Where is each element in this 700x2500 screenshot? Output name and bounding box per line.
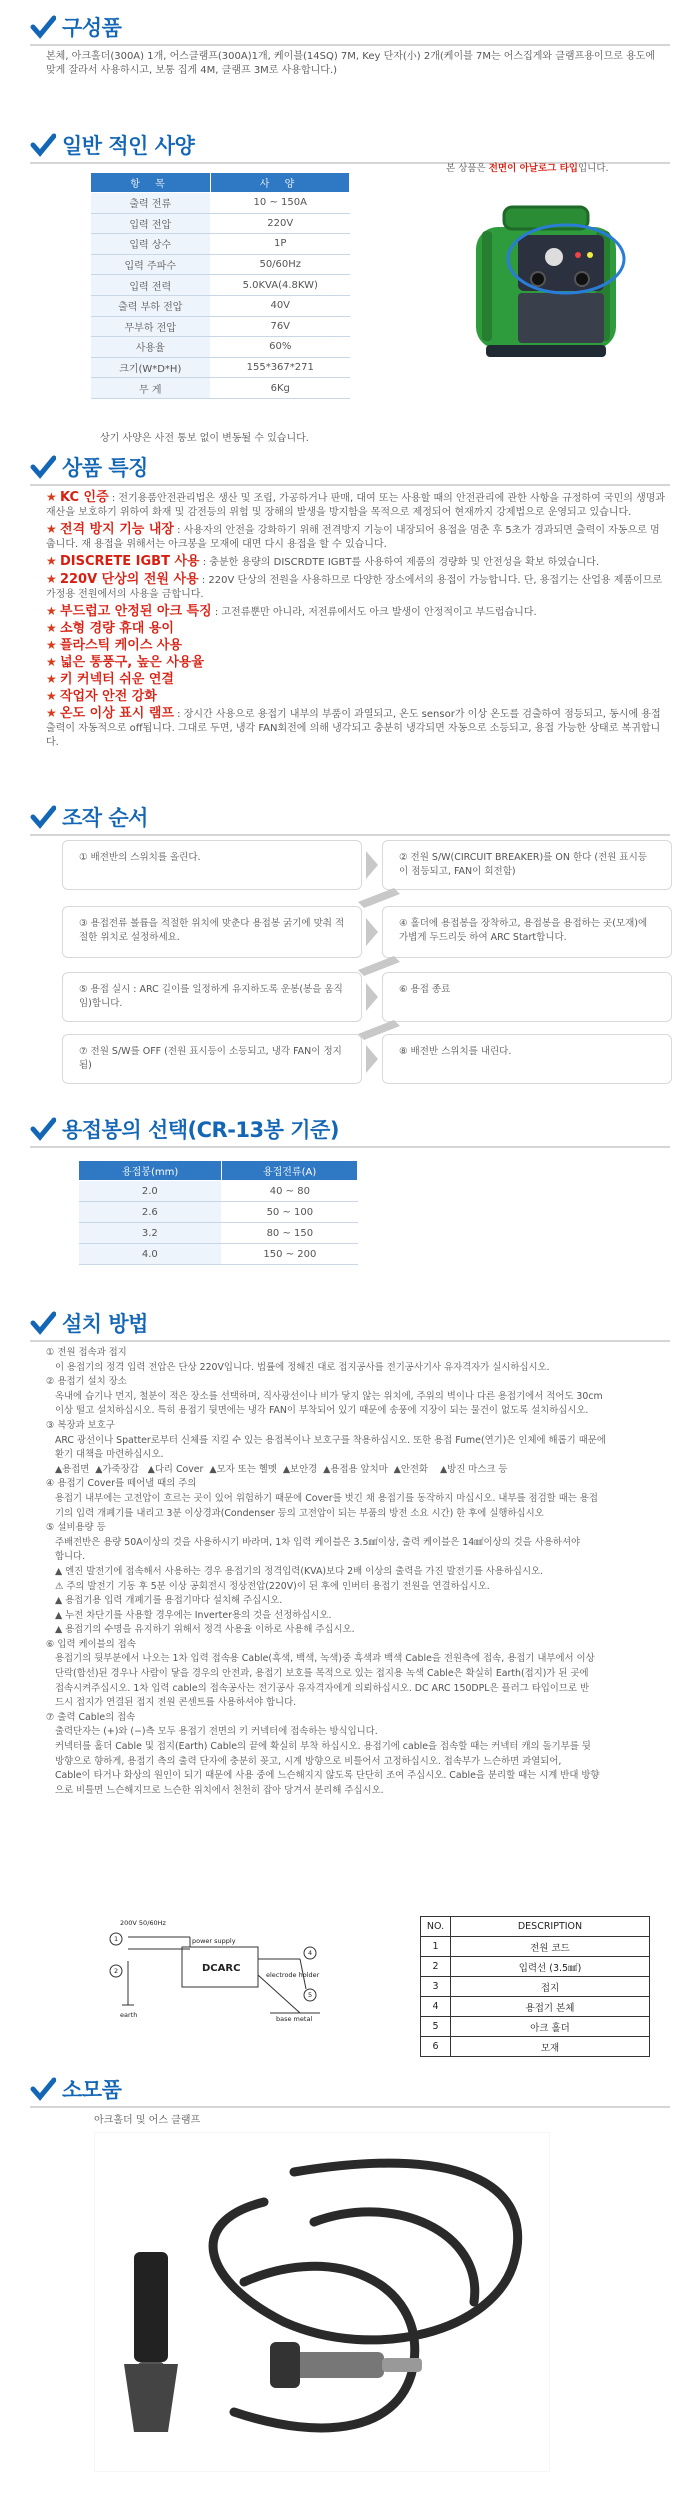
spec-table	[90, 172, 350, 399]
table-row	[91, 254, 350, 275]
section-title: 일반 적인 사양	[62, 134, 195, 158]
feature-item	[46, 572, 666, 602]
spec-value: 6Kg	[211, 378, 350, 399]
step-box: ④ 홀더에 용접봉을 장착하고, 용접봉을 용접하는 곳(모재)에 가볍게 두드리듯 하여 ARC Start합니다.	[382, 906, 672, 958]
step-box: ⑦ 전원 S/W를 OFF (전원 표시등이 소등되고, 냉각 FAN이 정지됨)	[62, 1034, 362, 1084]
install-line: 이상 떨고 설치하십시오. 특히 용접기 뒷면에는 냉각 FAN이 부착되어 있기 때문에 송풍에 지장이 되는 물건이 없도록 설치하십시오.	[46, 1405, 589, 1417]
feature-text: : 장시간 사용으로 용접기 내부의 부품이 과열되고, 온도 sensor가 이상 온도를 검출하여 점등되고, 동시에 용접출력이 자동적으로 off됩니다. 그대로 두면, 냉각 FAN회전에 의해 냉각되고 충분히 냉각되면 자동으로 소등되고, 용접 가능한 상태로 복귀합니다.	[46, 709, 661, 748]
star-icon: ★	[46, 490, 57, 504]
table-row	[421, 1957, 650, 1977]
desc-text: 모재	[451, 2037, 650, 2057]
install-line: 환기 대책을 마련하십시오.	[46, 1449, 164, 1461]
arrow-right-icon	[366, 918, 378, 946]
install-line: 접속시켜주십시오. 1차 입력 cable의 접속공사는 전기공사 유자격자에게 의뢰하십시오. DC ARC 150DPL은 플러그 타입이므로 반	[46, 1682, 590, 1694]
install-line: ① 전원 접속과 접지	[46, 1347, 127, 1358]
feature-item	[46, 522, 666, 552]
install-line: 이 용접기의 정격 입력 전압은 단상 220V입니다. 법률에 정해진 대로 접지공사를 전기공사기사 유자격자가 실시하십시오.	[46, 1361, 550, 1373]
check-icon	[30, 1310, 56, 1336]
install-line: ⚠ 주의 발전기 기동 후 5분 이상 공회전시 정상전압(220V)이 된 후에 인버터 용접기 전원을 연결하십시오.	[46, 1580, 490, 1592]
diagram-label-switch: power supply	[192, 1937, 236, 1945]
feature-keyword: 전격 방지 기능 내장	[59, 522, 174, 537]
table-header: 항 목	[91, 173, 211, 193]
install-line: ▲용접면 ▲가죽장갑 ▲다리 Cover ▲모자 또는 헬멧 ▲보안경 ▲용접용 앞치마 ▲안전화 ▲방진 마스크 등	[46, 1463, 508, 1475]
spec-label: 입력 상수	[91, 234, 211, 255]
feature-text: : 전기용품안전관리법은 생산 및 조립, 가공하거나 판매, 대여 또는 사용할 때의 안전관리에 관한 사항을 규정하여 국민의 생명과 재산을 보호하기 위하여 화재 및 감전등의 위험 및 장해의 발생을 방지함을 목적으로 제정되어 현재까지 강제법으로 운영되고 있습니다.	[46, 493, 666, 518]
feature-item	[46, 655, 666, 671]
consumables-caption: 아크홀더 및 어스 클램프	[94, 2115, 201, 2126]
section-header-consumables	[30, 2074, 121, 2104]
install-line: 드시 접지가 연결된 접지 전원 콘센트를 사용하셔야 합니다.	[46, 1697, 297, 1709]
spec-value: 60%	[211, 337, 350, 358]
step-box: ⑤ 용접 실시 : ARC 길이를 일정하게 유지하도록 운봉(봉을 움직임)합니다.	[62, 972, 362, 1022]
feature-keyword: DISCRETE IGBT 사용	[59, 554, 200, 569]
check-icon	[30, 804, 56, 830]
install-line: 합니다.	[46, 1551, 86, 1563]
holder-clamp-image	[94, 2132, 550, 2472]
table-row	[79, 1181, 358, 1202]
rod-current: 50 ~ 100	[222, 1202, 358, 1223]
table-row	[79, 1223, 358, 1244]
arrow-right-icon	[366, 851, 378, 879]
arrow-right-icon	[366, 983, 378, 1011]
feature-item	[46, 689, 666, 705]
install-line: ▲ 엔진 발전기에 접속해서 사용하는 경우 용접기의 정격입력(KVA)보다 2배 이상의 출력을 가진 발전기를 사용하십시오.	[46, 1565, 544, 1577]
feature-item	[46, 672, 666, 688]
section-title: 조작 순서	[62, 806, 148, 830]
feature-text: : 충분한 용량의 DISCRDTE IGBT를 사용하여 제품의 경량화 및 안전성을 확보 하였습니다.	[199, 557, 600, 568]
feature-item	[46, 554, 666, 570]
star-icon: ★	[46, 604, 57, 618]
table-header: DESCRIPTION	[451, 1917, 650, 1937]
install-line: 커넥터를 홀더 Cable 및 접지(Earth) Cable의 끝에 확실히 부착 하십시오. 용접기에 cable을 접속할 때는 커넥터 캐의 돌기부를 뒷	[46, 1741, 591, 1753]
caption-prefix: 본 상품은	[446, 163, 489, 174]
install-text	[46, 1346, 676, 1798]
desc-number: 5	[421, 2017, 451, 2037]
feature-item	[46, 706, 666, 750]
arrow-down-left-icon	[350, 888, 400, 908]
check-icon	[30, 2076, 56, 2102]
step-box: ⑥ 용접 종료	[382, 972, 672, 1022]
table-row	[91, 213, 350, 234]
table-row	[421, 2037, 650, 2057]
table-header-row	[421, 1917, 650, 1937]
check-icon	[30, 132, 56, 158]
step-box: ③ 용접전류 볼륨을 적절한 위치에 맞춘다 용접봉 굵기에 맞춰 적절한 위치로 설정하세요.	[62, 906, 362, 958]
spec-value: 155*367*271	[211, 357, 350, 378]
description-table	[420, 1916, 650, 2057]
feature-keyword: 소형 경량 휴대 용이	[59, 621, 174, 636]
rod-current: 150 ~ 200	[222, 1244, 358, 1265]
install-line: ⑥ 입력 케이블의 접속	[46, 1638, 136, 1650]
caption-highlight: 전면이 아날로그 타입	[488, 163, 578, 174]
table-row	[91, 378, 350, 399]
table-header: NO.	[421, 1917, 451, 1937]
step-box: ⑧ 배전반 스위치를 내린다.	[382, 1034, 672, 1084]
section-header-rod	[30, 1114, 339, 1144]
caption-suffix: 입니다.	[577, 163, 609, 174]
star-icon: ★	[46, 621, 57, 635]
rod-current: 80 ~ 150	[222, 1223, 358, 1244]
section-header-spec	[30, 130, 194, 160]
table-row	[421, 1997, 650, 2017]
spec-value: 40V	[211, 295, 350, 316]
desc-number: 1	[421, 1937, 451, 1957]
welder-image	[446, 185, 646, 385]
rod-size: 4.0	[79, 1244, 222, 1265]
install-line: 용접기의 뒷부분에서 나오는 1차 입력 접속용 Cable(흑색, 백색, 녹색)중 흑색과 백색 Cable을 전원측에 접속, 용접기 내부에서 이상	[46, 1653, 595, 1665]
feature-text: : 고전류뿐만 아니라, 저전류에서도 아크 발생이 안정적이고 부드럽습니다.	[211, 607, 537, 618]
star-icon: ★	[46, 672, 57, 686]
diagram-label-earth: earth	[120, 2011, 138, 2019]
star-icon: ★	[46, 638, 57, 652]
spec-label: 출력 전류	[91, 193, 211, 214]
desc-text: 접지	[451, 1977, 650, 1997]
diagram-label-base: base metal	[276, 2015, 313, 2023]
svg-text:2: 2	[114, 1967, 119, 1975]
section-title: 소모품	[62, 2078, 122, 2102]
spec-label: 입력 전력	[91, 275, 211, 296]
feature-item	[46, 638, 666, 654]
table-row	[91, 193, 350, 214]
feature-item	[46, 621, 666, 637]
table-row	[421, 1977, 650, 1997]
table-row	[91, 295, 350, 316]
table-header-row	[91, 173, 350, 193]
feature-keyword: 키 커넥터 쉬운 연결	[59, 672, 174, 687]
install-line: 방향으로 향하게, 용접기 측의 출력 단자에 충분히 꽂고, 시계 방향으로 비틀어서 고정하십시오. 접속부가 느슨하면 과열되어,	[46, 1755, 562, 1767]
svg-text:5: 5	[308, 1991, 313, 1999]
spec-label: 무 게	[91, 378, 211, 399]
table-row	[91, 337, 350, 358]
section-title: 설치 방법	[62, 1312, 148, 1336]
star-icon: ★	[46, 689, 57, 703]
table-header: 용접전류(A)	[222, 1161, 358, 1181]
install-line: 단락(합선)된 경우나 사람이 닿을 경우의 안전과, 용접기 보호를 목적으로 있는 접지용 녹색 Cable은 확실히 Earth(접지)가 된 곳에	[46, 1668, 589, 1680]
feature-item	[46, 490, 666, 520]
table-row	[91, 316, 350, 337]
desc-text: 입력선 (3.5㎟)	[451, 1957, 650, 1977]
desc-text: 용접기 본체	[451, 1997, 650, 2017]
feature-keyword: 작업자 안전 강화	[59, 689, 157, 704]
diagram-label-unit: DCARC	[202, 1963, 241, 1974]
arrow-right-icon	[366, 1045, 378, 1073]
feature-text: : 사용자의 안전을 강화하기 위해 전격방지 기능이 내장되어 용접을 멈춘 후 5초가 경과되면 출력이 자동으로 멈춥니다. 재 용접을 위해서는 아크봉을 모재에 대면 다시 용접을 할 수 있습니다.	[46, 525, 660, 550]
check-icon	[30, 1116, 56, 1142]
table-row	[91, 275, 350, 296]
spec-label: 입력 전압	[91, 213, 211, 234]
composition-text: 본체, 아크홀더(300A) 1개, 어스클램프(300A)1개, 케이블(14SQ) 7M, Key 단자(小) 2개(케이블 7M는 어스집게와 클램프용이므로 용도에 맞게 잘라서 사용하시고, 보통 집게 4M, 클램프 3M로 사용합니다.)	[46, 51, 656, 76]
section-header-steps	[30, 802, 148, 832]
rod-size: 2.0	[79, 1181, 222, 1202]
spec-value: 10 ~ 150A	[211, 193, 350, 214]
install-line: ARC 광선이나 Spatter로부터 신체를 지킬 수 있는 용접복이나 보호구를 착용하십시오. 또한 용접 Fume(연기)은 인체에 해롭기 때문에	[46, 1434, 606, 1446]
spec-label: 무부하 전압	[91, 316, 211, 337]
table-header: 사 양	[211, 173, 350, 193]
table-row	[79, 1244, 358, 1265]
desc-number: 6	[421, 2037, 451, 2057]
rod-current: 40 ~ 80	[222, 1181, 358, 1202]
spec-note: 상기 사양은 사전 통보 없이 변동될 수 있습니다.	[100, 433, 309, 444]
spec-value: 220V	[211, 213, 350, 234]
table-row	[421, 2017, 650, 2037]
check-icon	[30, 454, 56, 480]
star-icon: ★	[46, 554, 57, 568]
install-line: ⑦ 출력 Cable의 접속	[46, 1711, 136, 1723]
divider	[30, 1146, 670, 1148]
feature-text: : 220V 단상의 전원을 사용하므로 다양한 장소에서의 용접이 가능합니다. 단, 용접기는 산업용 제품이므로 가정용 전원에서의 사용을 금합니다.	[46, 575, 663, 600]
wiring-diagram	[100, 1915, 340, 2025]
star-icon: ★	[46, 655, 57, 669]
desc-text: 아크 홀더	[451, 2017, 650, 2037]
svg-text:4: 4	[308, 1949, 313, 1957]
section-title: 구성품	[62, 16, 122, 40]
step-box: ① 배전반의 스위치를 올린다.	[62, 840, 362, 890]
spec-label: 입력 주파수	[91, 254, 211, 275]
install-line: ▲ 누전 차단기를 사용할 경우에는 Inverter용의 것을 선정하십시오.	[46, 1609, 332, 1621]
divider	[30, 44, 670, 46]
feature-list	[46, 490, 666, 750]
spec-label: 사용율	[91, 337, 211, 358]
section-title: 상품 특징	[62, 456, 148, 480]
spec-label: 크기(W*D*H)	[91, 357, 211, 378]
desc-text: 전원 코드	[451, 1937, 650, 1957]
rod-size: 2.6	[79, 1202, 222, 1223]
install-line: ④ 용접기 Cover를 떼어낼 때의 주의	[46, 1478, 197, 1490]
image-caption	[446, 162, 609, 176]
feature-keyword: KC 인증	[59, 490, 109, 505]
section-header-install	[30, 1308, 148, 1338]
spec-value: 5.0KVA(4.8KW)	[211, 275, 350, 296]
section-header-features	[30, 452, 148, 482]
desc-number: 4	[421, 1997, 451, 2017]
divider	[30, 1340, 670, 1342]
feature-keyword: 부드럽고 안정된 아크 특징	[59, 604, 212, 619]
step-box: ② 전원 S/W(CIRCUIT BREAKER)를 ON 한다 (전원 표시등이 점등되고, FAN이 회전함)	[382, 840, 672, 890]
install-line: 옥내에 습기나 먼지, 철분이 적은 장소를 선택하며, 직사광선이나 비가 닿지 않는 위치에, 주위의 벽이나 다른 용접기에서 적어도 30cm	[46, 1390, 603, 1402]
spec-value: 50/60Hz	[211, 254, 350, 275]
install-line: 으로 비틀면 느슨해지므로 느슨한 위치에서 천천히 잡아 당겨서 분리해 주십시오.	[46, 1784, 384, 1796]
divider	[30, 484, 670, 486]
star-icon: ★	[46, 572, 57, 586]
install-line: ② 용접기 설치 장소	[46, 1376, 127, 1388]
rod-size: 3.2	[79, 1223, 222, 1244]
rod-table	[78, 1160, 358, 1265]
feature-keyword: 온도 이상 표시 램프	[59, 706, 174, 721]
spec-label: 출력 부하 전압	[91, 295, 211, 316]
section-title: 용접봉의 선택(CR-13봉 기준)	[62, 1118, 339, 1142]
spec-value: 1P	[211, 234, 350, 255]
install-line: ③ 복장과 보호구	[46, 1419, 115, 1431]
diagram-label-holder: electrode holder	[266, 1971, 320, 1979]
install-line: 주배전반은 용량 50A이상의 것을 사용하시기 바라며, 1차 입력 케이블은 3.5㎟이상, 출력 케이블은 14㎟이상의 것을 사용하셔야	[46, 1536, 581, 1548]
table-row	[79, 1202, 358, 1223]
svg-text:1: 1	[114, 1935, 119, 1943]
desc-number: 3	[421, 1977, 451, 1997]
install-line: 기의 입력 개폐기를 내리고 3분 이상경과(Condenser 등의 고전압이 되는 부품의 방전 소요 시간) 한 후에 실행하십시오	[46, 1507, 544, 1519]
table-row	[421, 1937, 650, 1957]
spec-value: 76V	[211, 316, 350, 337]
install-line: 출력단자는 (+)와 (−)측 모두 용접기 전면의 키 커넥터에 접속하는 방식입니다.	[46, 1726, 378, 1738]
divider	[30, 834, 670, 836]
feature-keyword: 플라스틱 케이스 사용	[59, 638, 183, 653]
diagram-label-power: 200V 50/60Hz	[120, 1919, 166, 1927]
divider	[30, 2106, 670, 2108]
star-icon: ★	[46, 522, 57, 536]
desc-number: 2	[421, 1957, 451, 1977]
table-row	[91, 357, 350, 378]
feature-keyword: 220V 단상의 전원 사용	[59, 572, 199, 587]
check-icon	[30, 14, 56, 40]
install-line: 용접기 내부에는 고전압이 흐르는 곳이 있어 위험하기 때문에 Cover를 벗긴 채 용접기를 동작하지 마십시오. 내부를 점검할 때는 용접	[46, 1492, 598, 1504]
table-header: 용접봉(mm)	[79, 1161, 222, 1181]
feature-item	[46, 604, 666, 620]
install-line: ▲ 용접기용 입력 개폐기를 용접기마다 설치해 주십시오.	[46, 1595, 283, 1607]
install-line: ▲ 용접기의 수명을 유지하기 위해서 정격 사용율 이하로 사용해 주십시오.	[46, 1624, 355, 1636]
feature-keyword: 넓은 통풍구, 높은 사용율	[59, 655, 205, 670]
install-line: Cable이 타거나 화상의 원인이 되기 때문에 사용 중에 느슨해지지 않도록 단단히 조여 주십시오. Cable을 분리할 때는 시계 반대 방향	[46, 1770, 600, 1782]
section-header-composition	[30, 12, 121, 42]
star-icon: ★	[46, 706, 57, 720]
install-line: ⑤ 설비용량 등	[46, 1522, 106, 1534]
table-header-row	[79, 1161, 358, 1181]
table-row	[91, 234, 350, 255]
